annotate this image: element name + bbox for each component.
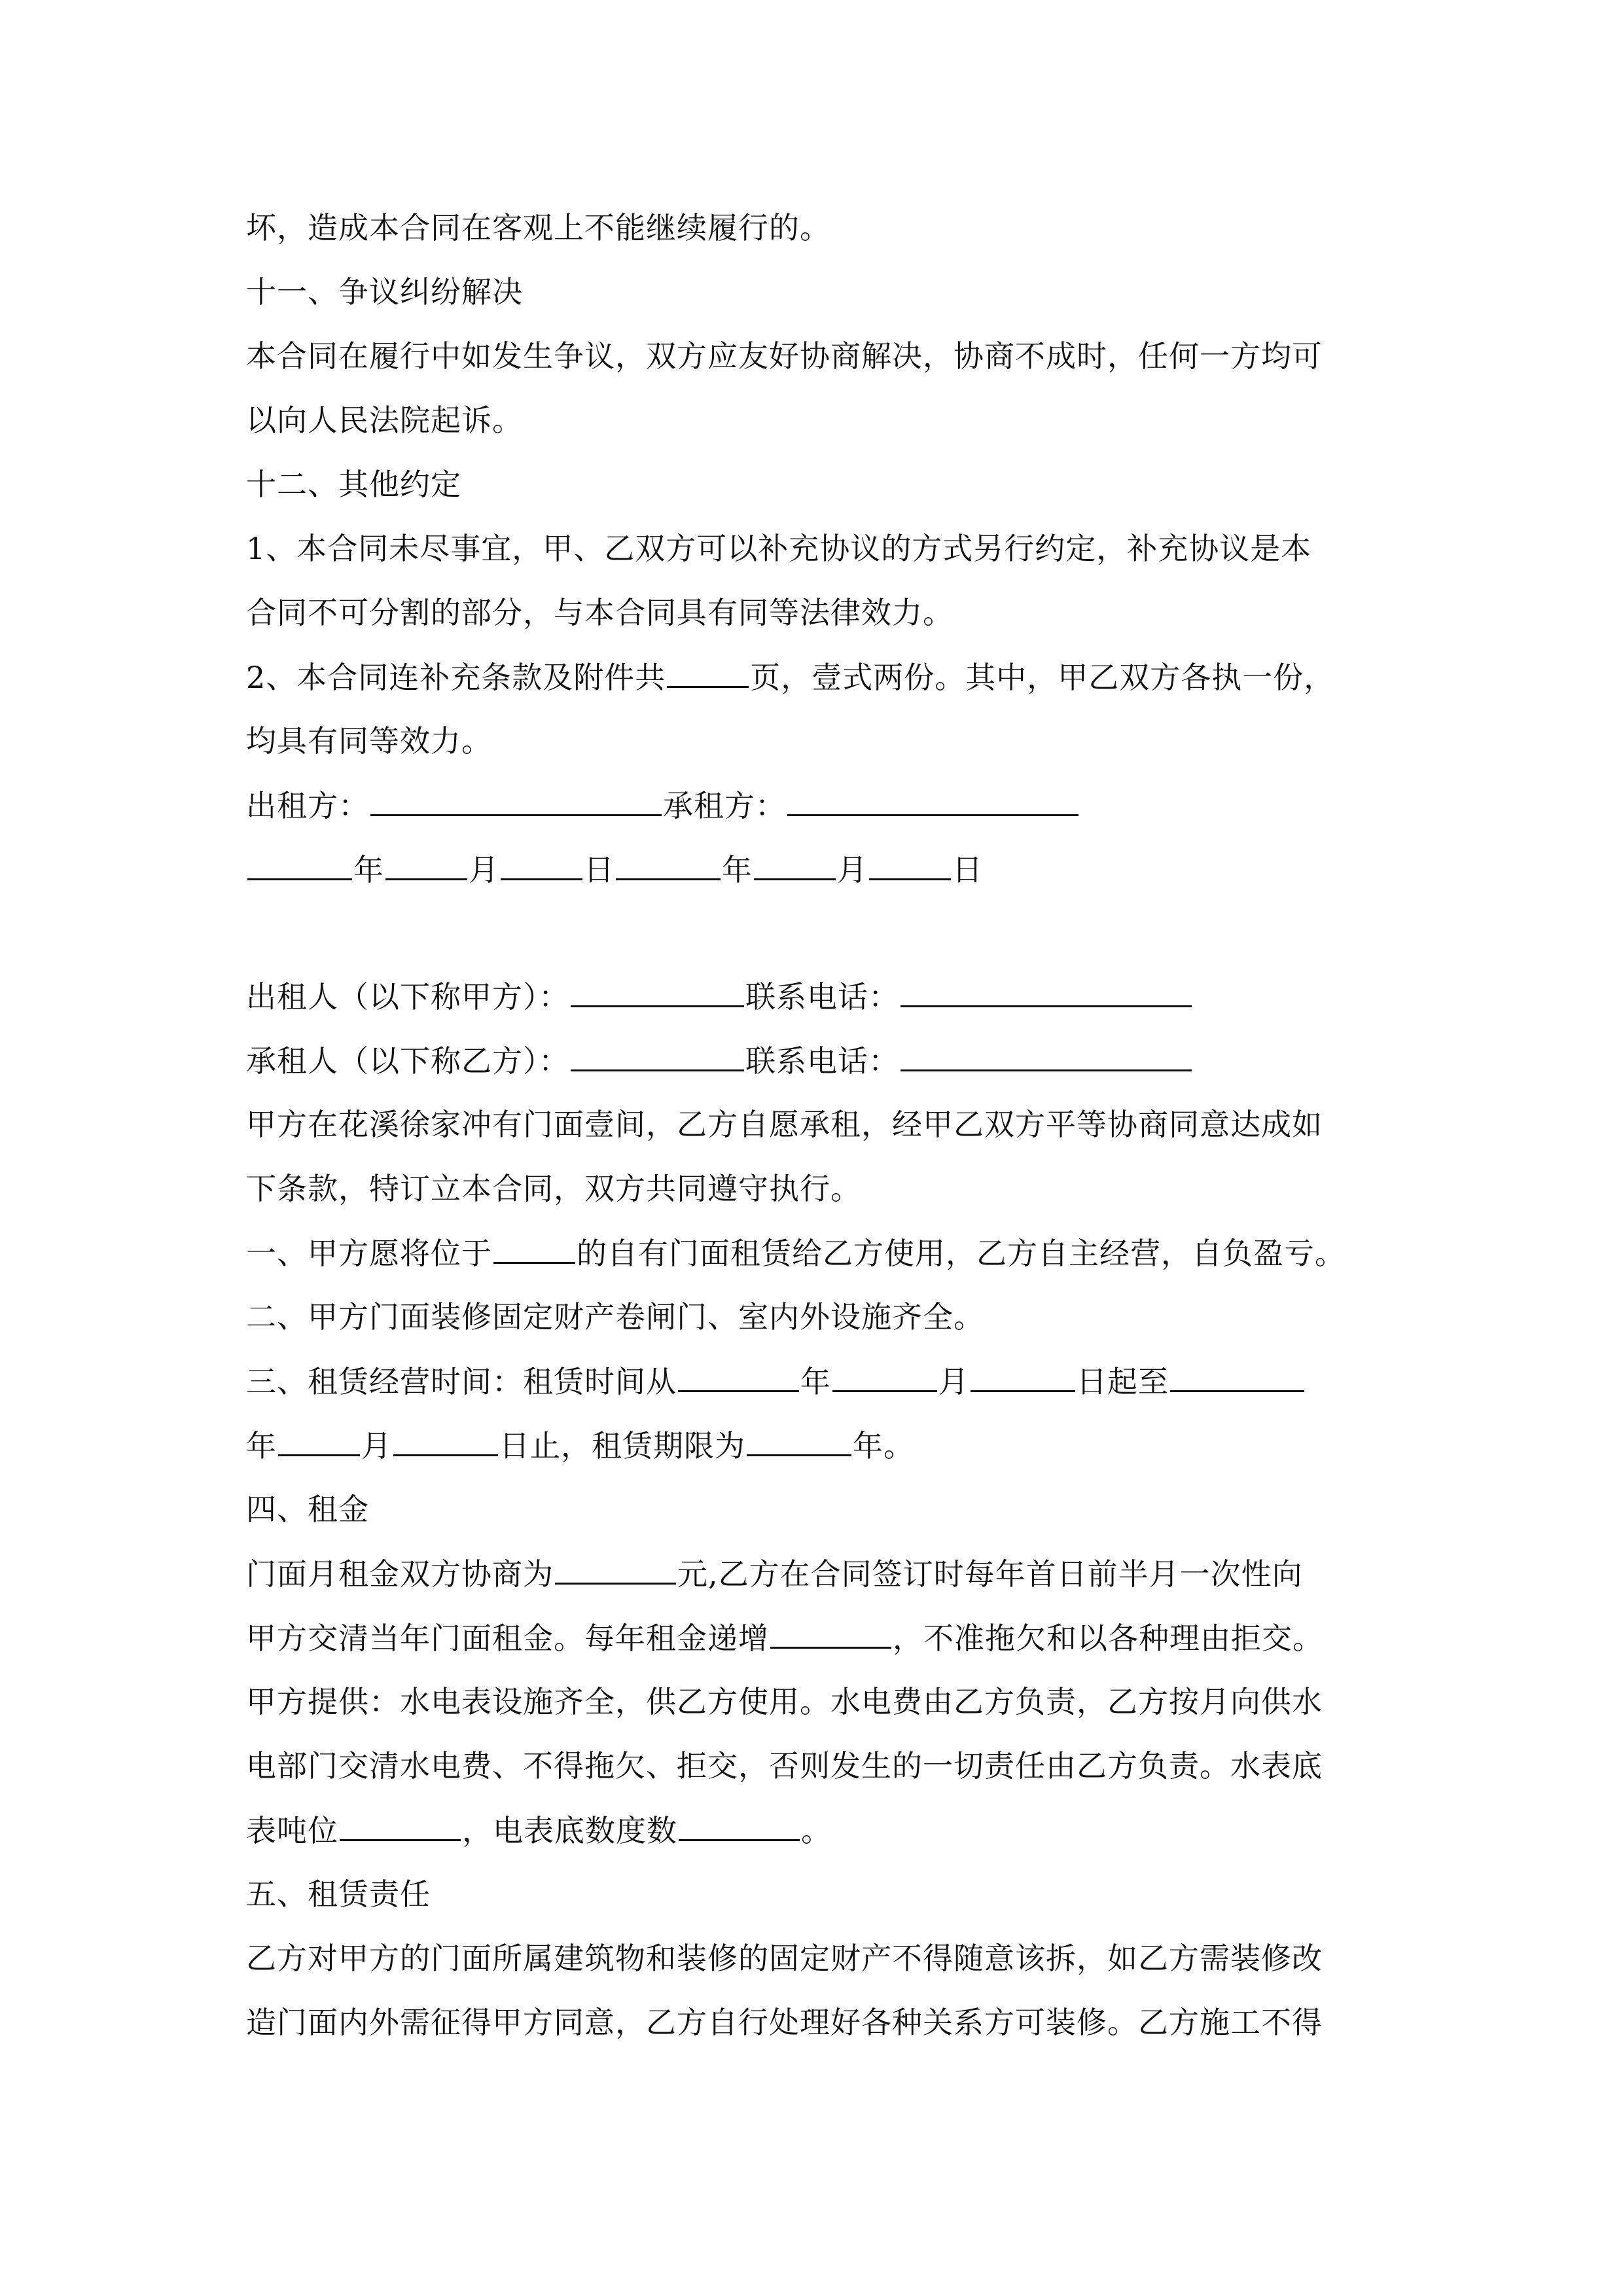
rent-line: 门面月租金双方协商为 元,乙方在合同签订时每年首日前半月一次性向 <box>246 1554 1303 1594</box>
start-year-blank[interactable] <box>678 1361 799 1392</box>
text-line: 造门面内外需征得甲方同意，乙方自行处理好各种关系方可装修。乙方施工不得 <box>246 2005 1323 2040</box>
start-month-blank[interactable] <box>832 1361 937 1392</box>
party-b-name-blank[interactable] <box>571 1041 744 1071</box>
rent-increase-line: 甲方交清当年门面租金。每年租金递增 ，不准拖欠和以各种理由拒交。 <box>246 1618 1323 1658</box>
text-line: 坏，造成本合同在客观上不能继续履行的。 <box>246 210 830 245</box>
text-line: 甲方在花溪徐家冲有门面壹间，乙方自愿承租，经甲乙双方平等协商同意达成如 <box>246 1107 1323 1142</box>
rent-increase-blank[interactable] <box>770 1618 891 1649</box>
text-line: 2、本合同连补充条款及附件共 页，壹式两份。其中，甲乙双方各执一份， <box>246 657 1334 697</box>
party-a-row: 出租人（以下称甲方）： 联系电话： <box>246 977 1193 1016</box>
text-line: 本合同在履行中如发生争议，双方应友好协商解决，协商不成时，任何一方均可 <box>246 338 1323 374</box>
text-line: 1、本合同未尽事宜，甲、乙双方可以补充协议的方式另行约定，补充协议是本 <box>246 531 1312 566</box>
text-line: 均具有同等效力。 <box>246 723 492 759</box>
party-b-phone-blank[interactable] <box>901 1041 1192 1071</box>
water-meter-blank[interactable] <box>340 1810 461 1841</box>
end-month-blank[interactable] <box>278 1426 360 1456</box>
end-day-blank[interactable] <box>393 1426 498 1456</box>
section-heading-4: 四、租金 <box>246 1492 369 1527</box>
clause-3: 三、租赁经营时间：租赁时间从 年 月 日起至 <box>246 1361 1306 1401</box>
term-years-blank[interactable] <box>747 1426 851 1456</box>
lessor-year-blank[interactable] <box>247 850 352 880</box>
lessor-day-blank[interactable] <box>501 850 582 880</box>
electric-meter-blank[interactable] <box>679 1810 800 1841</box>
clause-3-cont: 年 月 日止，租赁期限为 年。 <box>246 1426 914 1465</box>
text-line: 下条款，特订立本合同，双方共同遵守执行。 <box>246 1171 861 1206</box>
party-a-phone-blank[interactable] <box>901 977 1192 1007</box>
lessee-day-blank[interactable] <box>869 850 951 880</box>
section-heading-12: 十二、其他约定 <box>246 467 461 502</box>
lessor-month-blank[interactable] <box>385 850 467 880</box>
end-year-blank[interactable] <box>1170 1361 1304 1392</box>
party-a-name-blank[interactable] <box>571 977 744 1007</box>
lessee-month-blank[interactable] <box>754 850 836 880</box>
text-line: 甲方提供：水电表设施齐全，供乙方使用。水电费由乙方负责，乙方按月向供水 <box>246 1684 1323 1719</box>
section-heading-5: 五、租赁责任 <box>246 1876 431 1912</box>
start-day-blank[interactable] <box>971 1361 1075 1392</box>
date-row: 年 月 日 年 月 日 <box>246 850 983 889</box>
text-line: 电部门交清水电费、不得拖欠、拒交，否则发生的一切责任由乙方负责。水表底 <box>246 1748 1323 1784</box>
monthly-rent-blank[interactable] <box>555 1554 676 1585</box>
lessee-signature-blank[interactable] <box>787 785 1079 816</box>
text-line: 合同不可分割的部分，与本合同具有同等法律效力。 <box>246 595 954 630</box>
location-blank[interactable] <box>493 1233 575 1264</box>
section-heading-11: 十一、争议纠纷解决 <box>246 274 523 310</box>
party-b-row: 承租人（以下称乙方）： 联系电话： <box>246 1041 1193 1081</box>
text-line: 以向人民法院起诉。 <box>246 403 523 438</box>
clause-2: 二、甲方门面装修固定财产卷闸门、室内外设施齐全。 <box>246 1299 984 1335</box>
meter-line: 表吨位 ，电表底数度数 。 <box>246 1810 832 1850</box>
lessor-signature-blank[interactable] <box>370 785 662 816</box>
lessee-year-blank[interactable] <box>616 850 721 880</box>
signature-row: 出租方： 承租方： <box>246 785 1080 825</box>
page-count-blank[interactable] <box>667 657 749 688</box>
clause-1: 一、甲方愿将位于 的自有门面租赁给乙方使用，乙方自主经营，自负盈亏。 <box>246 1233 1346 1273</box>
text-line: 乙方对甲方的门面所属建筑物和装修的固定财产不得随意该拆，如乙方需装修改 <box>246 1941 1323 1976</box>
